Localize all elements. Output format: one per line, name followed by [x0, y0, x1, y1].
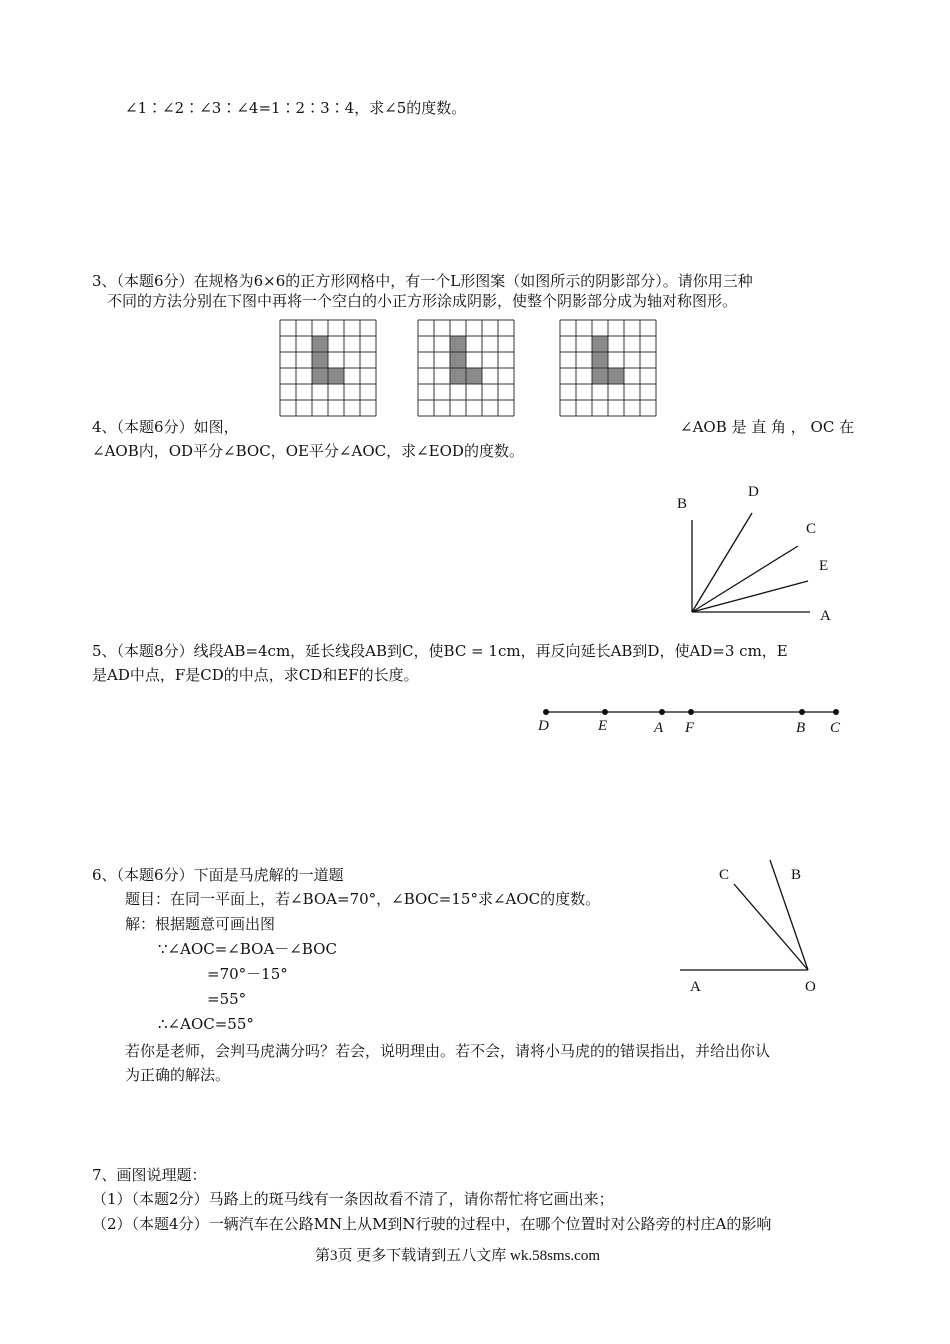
label-a: A: [690, 979, 701, 995]
grid-figure-1: [280, 320, 380, 420]
label-b: B: [791, 867, 802, 883]
shaded-cell: [450, 336, 466, 352]
q6-line1: 6、（本题6分）下面是马虎解的一道题: [92, 866, 344, 884]
q6-line5: =70°－15°: [207, 965, 288, 983]
q4-line1-right: ∠AOB 是 直 角 ， OC 在: [680, 418, 855, 436]
shaded-cell: [312, 352, 328, 368]
angle-figure-aob: [680, 480, 840, 620]
seg-label-e: E: [598, 718, 608, 734]
label-d: D: [748, 484, 759, 500]
ray-ob: [770, 860, 808, 970]
shaded-cell: [592, 336, 608, 352]
q6-line3: 解：根据题意可画出图: [125, 915, 276, 933]
q6-line7: ∴∠AOC=55°: [158, 1015, 254, 1033]
label-c: C: [719, 867, 730, 883]
grid-lines: [418, 320, 514, 416]
shaded-cell: [328, 368, 344, 384]
ray-od: [692, 513, 752, 612]
shaded-cell: [592, 368, 608, 384]
q7-line3: （2）（本题4分）一辆汽车在公路MN上从M到N行驶的过程中，在哪个位置时对公路旁的村庄A的影响: [92, 1215, 772, 1233]
shaded-cell: [608, 368, 624, 384]
ray-oe: [692, 581, 808, 612]
shaded-cell: [312, 336, 328, 352]
label-e: E: [819, 558, 829, 574]
segment-figure: [540, 702, 850, 722]
q5-line1: 5、（本题8分）线段AB=4cm，延长线段AB到C，使BC = 1cm，再反向延长AB到D，使AD=3 cm，E: [92, 642, 788, 660]
q4-line1-left: 4、（本题6分）如图，: [92, 418, 239, 436]
page-footer: 第3页 更多下载请到五八文库 wk.58sms.com: [315, 1248, 601, 1264]
shaded-cell: [466, 368, 482, 384]
point-f: [688, 709, 694, 715]
seg-label-c: C: [830, 720, 841, 736]
shaded-cell: [450, 368, 466, 384]
q3-line1: 3、（本题6分）在规格为6×6的正方形网格中，有一个L形图案（如图所示的阴影部分）。请你用三种: [92, 272, 753, 290]
grid-figure-3: [560, 320, 660, 420]
label-c: C: [806, 521, 817, 537]
ray-oc: [692, 546, 798, 612]
point-c: [833, 709, 839, 715]
seg-label-b: B: [796, 720, 806, 736]
q2-tail-text: ∠1∶∠2∶∠3∶∠4=1∶2∶3∶4，求∠5的度数。: [125, 99, 467, 117]
q3-line2: 不同的方法分别在下图中再将一个空白的小正方形涂成阴影，使整个阴影部分成为轴对称图形。: [107, 292, 738, 310]
q5-line2: 是AD中点，F是CD的中点，求CD和EF的长度。: [92, 666, 419, 684]
seg-label-f: F: [685, 720, 695, 736]
label-a: A: [820, 608, 831, 624]
seg-label-a: A: [654, 720, 664, 736]
point-a: [659, 709, 665, 715]
point-e: [602, 709, 608, 715]
q4-line2: ∠AOB内，OD平分∠BOC，OE平分∠AOC，求∠EOD的度数。: [92, 442, 524, 460]
seg-label-d: D: [538, 718, 549, 734]
q7-line1: 7、画图说理题：: [92, 1166, 207, 1184]
shaded-cell: [312, 368, 328, 384]
ray-oc: [734, 884, 808, 970]
point-d: [543, 709, 549, 715]
label-o: O: [805, 979, 816, 995]
q7-line2: （1）（本题2分）马路上的斑马线有一条因故看不清了，请你帮忙将它画出来；: [92, 1190, 614, 1208]
q6-line8: 若你是老师，会判马虎满分吗？若会，说明理由。若不会，请将小马虎的的错误指出，并给出你认: [125, 1042, 771, 1060]
grid-lines: [560, 320, 656, 416]
q6-line4: ∵∠AOC=∠BOA－∠BOC: [158, 940, 337, 958]
q6-line9: 为正确的解法。: [125, 1066, 231, 1084]
shaded-cell: [592, 352, 608, 368]
label-b: B: [677, 496, 688, 512]
q6-line2: 题目：在同一平面上，若∠BOA=70°，∠BOC=15°求∠AOC的度数。: [125, 890, 601, 908]
point-b: [799, 709, 805, 715]
shaded-cell: [450, 352, 466, 368]
grid-lines: [280, 320, 376, 416]
q6-line6: =55°: [207, 990, 247, 1008]
grid-figure-2: [418, 320, 518, 420]
